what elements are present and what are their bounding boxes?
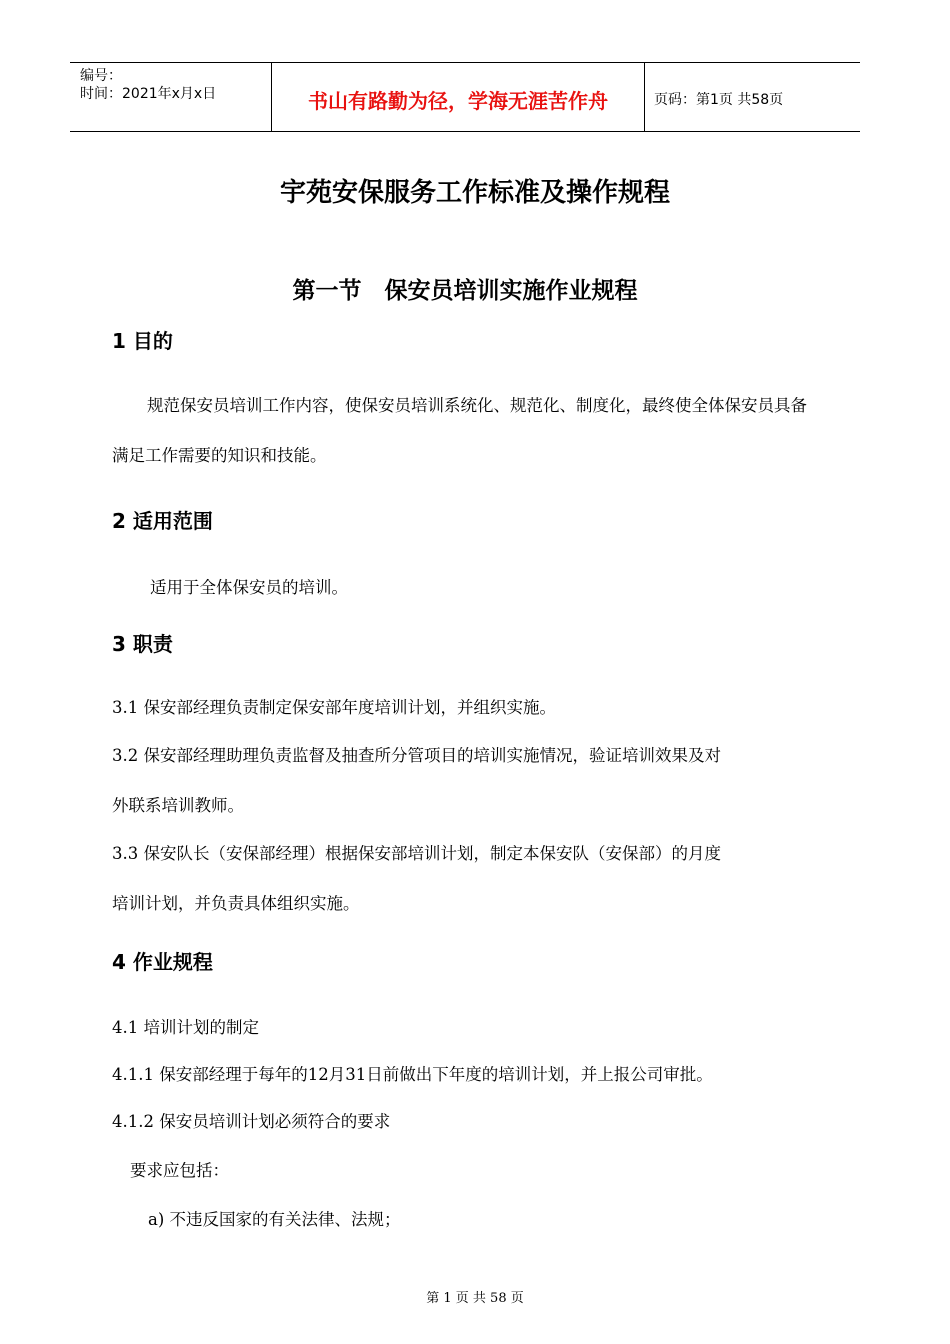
paragraph: 3.3 保安队长（安保部经理）根据保安部培训计划，制定本保安队（安保部）的月度 bbox=[112, 844, 721, 863]
document-title: 宇苑安保服务工作标准及操作规程 bbox=[279, 178, 670, 208]
heading-responsibilities: 3 职责 bbox=[112, 632, 173, 656]
paragraph: 满足工作需要的知识和技能。 bbox=[112, 446, 327, 465]
paragraph: 3.1 保安部经理负责制定保安部年度培训计划，并组织实施。 bbox=[112, 698, 556, 717]
heading-scope: 2 适用范围 bbox=[112, 509, 213, 533]
header-page-info: 页码：第1页 共58页 bbox=[654, 92, 784, 108]
paragraph: 培训计划，并负责具体组织实施。 bbox=[112, 894, 360, 913]
paragraph: 外联系培训教师。 bbox=[112, 796, 244, 815]
paragraph: 4.1.2 保安员培训计划必须符合的要求 bbox=[112, 1112, 391, 1131]
paragraph: 3.2 保安部经理助理负责监督及抽查所分管项目的培训实施情况，验证培训效果及对 bbox=[112, 746, 721, 765]
paragraph: 规范保安员培训工作内容，使保安员培训系统化、规范化、制度化，最终使全体保安员具备 bbox=[147, 396, 807, 415]
paragraph: 适用于全体保安员的培训。 bbox=[150, 578, 348, 597]
paragraph: 4.1 培训计划的制定 bbox=[112, 1018, 259, 1037]
heading-procedures: 4 作业规程 bbox=[112, 950, 213, 974]
page-footer: 第 1 页 共 58 页 bbox=[426, 1291, 524, 1306]
paragraph: 要求应包括： bbox=[130, 1161, 229, 1180]
time-label: 时间：2021年x月x日 bbox=[80, 86, 217, 102]
paragraph: 4.1.1 保安部经理于每年的12月31日前做出下年度的培训计划，并上报公司审批。 bbox=[112, 1065, 713, 1084]
heading-purpose: 1 目的 bbox=[112, 329, 173, 353]
header-divider bbox=[644, 63, 645, 131]
header-meta bbox=[80, 67, 216, 103]
header-motto: 书山有路勤为径，学海无涯苦作舟 bbox=[308, 89, 608, 113]
page-header bbox=[70, 62, 860, 132]
number-label: 编号： bbox=[80, 68, 122, 84]
section-title: 第一节 保安员培训实施作业规程 bbox=[292, 278, 638, 304]
paragraph: a) 不违反国家的有关法律、法规； bbox=[148, 1210, 401, 1229]
